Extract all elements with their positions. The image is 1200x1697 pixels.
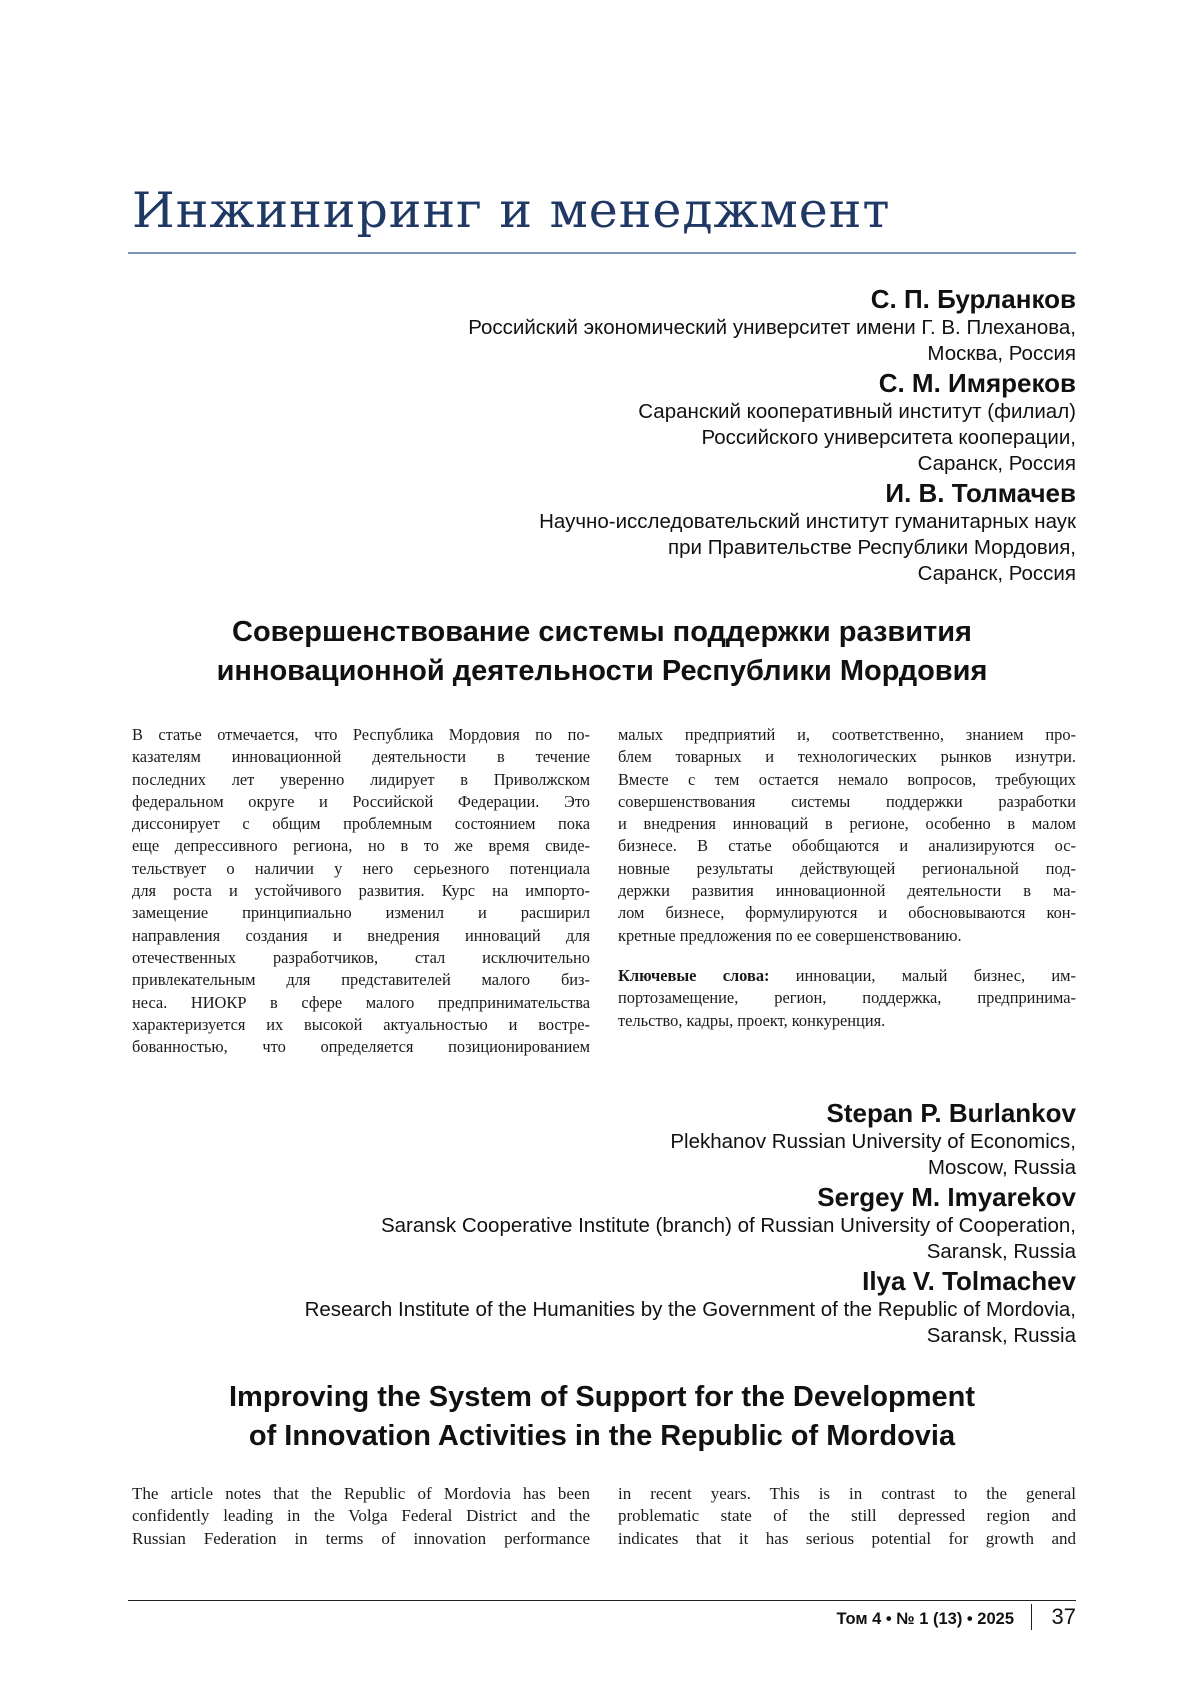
title-line: of Innovation Activities in the Republic of Mordovia [128, 1417, 1076, 1456]
abstract-line: бизнесе. В статье обобщаются и анализируются ос- [618, 835, 1076, 857]
keywords-line [618, 965, 1076, 987]
keywords-line: портозамещение, регион, поддержка, предпринима- [618, 987, 1076, 1009]
abstract-line: федеральном округе и Российской Федерации. Это [132, 791, 590, 813]
affiliation-line: Saransk, Russia [128, 1323, 1076, 1349]
author-name: Sergey M. Imyarekov [128, 1181, 1076, 1213]
abstract-line: новные результаты действующей региональной под- [618, 858, 1076, 880]
affiliation-line: Саранск, Россия [128, 561, 1076, 587]
abstract-line: держки развития инновационной деятельности в ма- [618, 880, 1076, 902]
abstract-line: confidently leading in the Volga Federal District and the [132, 1505, 590, 1527]
footer-rule [128, 1600, 1076, 1601]
affiliation-line: Plekhanov Russian University of Economics, [128, 1129, 1076, 1155]
page-number: 37 [1052, 1604, 1076, 1630]
abstract-line: отечественных разработчиков, стал исключительно [132, 947, 590, 969]
abstract-ru-right [618, 724, 1076, 1032]
abstract-line: indicates that it has serious potential for growth and [618, 1528, 1076, 1550]
affiliation-line: Саранск, Россия [128, 451, 1076, 477]
affiliation-line: Москва, Россия [128, 341, 1076, 367]
page-footer [128, 1604, 1076, 1636]
keywords-text: инновации, малый бизнес, им- [796, 966, 1076, 985]
abstract-line: неса. НИОКР в сфере малого предпринимательства [132, 992, 590, 1014]
abstract-line: казателям инновационной деятельности в течение [132, 746, 590, 768]
header-rule [128, 252, 1076, 254]
abstract-line: The article notes that the Republic of Mordovia has been [132, 1483, 590, 1505]
abstract-line: Russian Federation in terms of innovation performance [132, 1528, 590, 1550]
title-line: Improving the System of Support for the Development [128, 1378, 1076, 1417]
abstract-line: problematic state of the still depressed region and [618, 1505, 1076, 1527]
footer-divider [1031, 1604, 1032, 1630]
affiliation-line: Российского университета кооперации, [128, 425, 1076, 451]
abstract-line: in recent years. This is in contrast to the general [618, 1483, 1076, 1505]
title-line: Совершенствование системы поддержки развития [128, 613, 1076, 652]
keywords [618, 965, 1076, 1032]
abstract-line: совершенствования системы поддержки разработки [618, 791, 1076, 813]
title-line: инновационной деятельности Республики Мордовия [128, 652, 1076, 691]
section-title: Инжиниринг и менеджмент [132, 182, 891, 239]
abstract-line: и внедрения инноваций в регионе, особенно в малом [618, 813, 1076, 835]
author-name: И. В. Толмачев [128, 477, 1076, 509]
article-title-en [128, 1378, 1076, 1456]
abstract-line: направления создания и внедрения инноваций для [132, 925, 590, 947]
abstract-en-left [132, 1483, 590, 1550]
affiliation-line: Российский экономический университет имени Г. В. Плеханова, [128, 315, 1076, 341]
abstract-line: кретные предложения по ее совершенствованию. [618, 925, 1076, 947]
abstract-line: последних лет уверенно лидирует в Приволжском [132, 769, 590, 791]
author-name: Stepan P. Burlankov [128, 1097, 1076, 1129]
affiliation-line: Research Institute of the Humanities by the Government of the Republic of Mordovia, [128, 1297, 1076, 1323]
keywords-label: Ключевые слова: [618, 966, 769, 985]
author-name: Ilya V. Tolmachev [128, 1265, 1076, 1297]
abstract-line: блем товарных и технологических рынков изнутри. [618, 746, 1076, 768]
abstract-line: бованностью, что определяется позиционированием [132, 1036, 590, 1058]
abstract-line: замещение принципиально изменил и расширил [132, 902, 590, 924]
affiliation-line: Научно-исследовательский институт гуманитарных наук [128, 509, 1076, 535]
abstract-line: В статье отмечается, что Республика Мордовия по по- [132, 724, 590, 746]
abstract-line: привлекательным для представителей малого биз- [132, 969, 590, 991]
affiliation-line: Moscow, Russia [128, 1155, 1076, 1181]
affiliation-line: Saransk Cooperative Institute (branch) of Russian University of Cooperation, [128, 1213, 1076, 1239]
abstract-line: еще депрессивного региона, но в то же время свиде- [132, 835, 590, 857]
affiliation-line: Saransk, Russia [128, 1239, 1076, 1265]
abstract-line: малых предприятий и, соответственно, знанием про- [618, 724, 1076, 746]
abstract-line: характеризуется их высокой актуальностью и востре- [132, 1014, 590, 1036]
abstract-line: Вместе с тем остается немало вопросов, требующих [618, 769, 1076, 791]
abstract-line: тельствует о наличии у него серьезного потенциала [132, 858, 590, 880]
keywords-line: тельство, кадры, проект, конкуренция. [618, 1010, 1076, 1032]
abstract-line: для роста и устойчивого развития. Курс на импорто- [132, 880, 590, 902]
issue-info: Том 4 • № 1 (13) • 2025 [836, 1610, 1014, 1629]
article-title-ru [128, 613, 1076, 691]
author-name: С. П. Бурланков [128, 283, 1076, 315]
abstract-line: лом бизнесе, формулируются и обосновываются кон- [618, 902, 1076, 924]
authors-en [128, 1097, 1076, 1349]
journal-page [0, 0, 1200, 1697]
affiliation-line: Саранский кооперативный институт (филиал) [128, 399, 1076, 425]
abstract-ru-left [132, 724, 590, 1058]
abstract-en-right [618, 1483, 1076, 1550]
abstract-line: диссонирует с общим проблемным состоянием пока [132, 813, 590, 835]
authors-ru [128, 283, 1076, 587]
affiliation-line: при Правительстве Республики Мордовия, [128, 535, 1076, 561]
author-name: С. М. Имяреков [128, 367, 1076, 399]
